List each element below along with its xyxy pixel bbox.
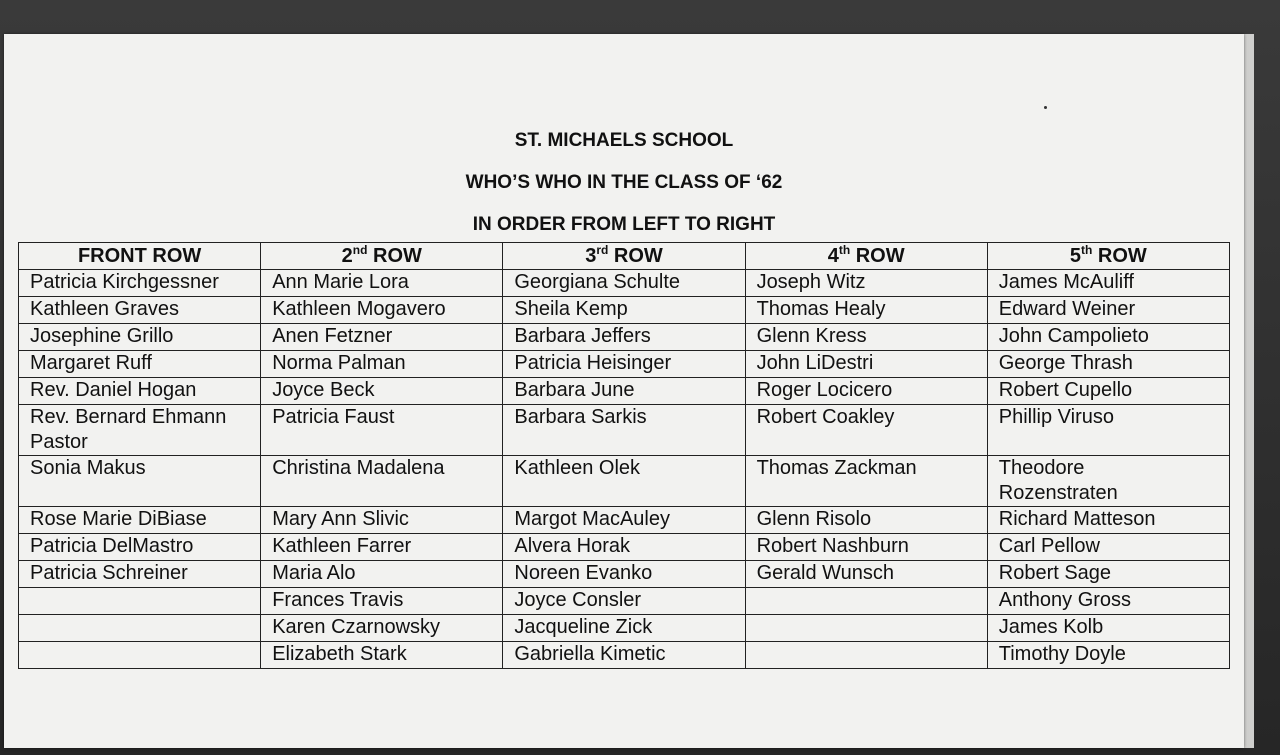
student-name: Rev. Daniel Hogan xyxy=(30,379,197,401)
header-ordinal-suffix: nd xyxy=(352,243,368,257)
student-name: Robert Coakley xyxy=(756,406,895,428)
student-name: Barbara Jeffers xyxy=(514,325,651,347)
student-name: Rev. Bernard Ehmann xyxy=(30,406,227,428)
header-ordinal-suffix: rd xyxy=(596,243,609,257)
name-cell xyxy=(261,588,503,615)
table-row xyxy=(19,561,1230,588)
roster-body xyxy=(19,270,1230,669)
header-label: 3 xyxy=(585,245,597,267)
student-name: Patricia Schreiner xyxy=(30,562,188,584)
student-name: Joyce Consler xyxy=(514,589,642,611)
name-cell xyxy=(987,615,1229,642)
header-3rd-row xyxy=(503,243,745,270)
name-cell xyxy=(745,324,987,351)
name-cell xyxy=(503,561,745,588)
name-cell xyxy=(503,534,745,561)
student-name: Margaret Ruff xyxy=(30,352,152,374)
name-cell xyxy=(261,324,503,351)
student-name: Georgiana Schulte xyxy=(514,271,681,293)
name-cell xyxy=(503,378,745,405)
student-name: Glenn Risolo xyxy=(756,508,872,530)
student-name: Alvera Horak xyxy=(514,535,630,557)
student-name: Patricia Faust xyxy=(272,406,395,428)
header-label: 5 xyxy=(1069,245,1082,267)
name-cell xyxy=(745,588,987,615)
name-cell xyxy=(261,534,503,561)
name-cell xyxy=(19,456,261,507)
student-name: Christina Madalena xyxy=(272,457,445,479)
name-cell xyxy=(19,351,261,378)
name-cell xyxy=(745,378,987,405)
header-front-row xyxy=(19,243,261,270)
table-row xyxy=(19,642,1230,669)
table-row xyxy=(19,378,1230,405)
student-name: Anthony Gross xyxy=(998,589,1132,611)
name-cell xyxy=(261,270,503,297)
name-cell xyxy=(503,456,745,507)
name-cell xyxy=(19,642,261,669)
student-name: Gerald Wunsch xyxy=(756,562,895,584)
table-row xyxy=(19,405,1230,456)
table-row xyxy=(19,615,1230,642)
name-cell xyxy=(987,456,1229,507)
header-row-word: ROW xyxy=(367,245,422,267)
header-row-word: ROW xyxy=(850,245,905,267)
name-cell xyxy=(19,297,261,324)
document-page xyxy=(4,34,1244,748)
student-name: Roger Locicero xyxy=(756,379,893,401)
student-name: Anen Fetzner xyxy=(272,325,393,347)
student-name: Richard Matteson xyxy=(998,508,1156,530)
student-name: Barbara Sarkis xyxy=(514,406,647,428)
student-name: Patricia Heisinger xyxy=(514,352,672,374)
name-cell xyxy=(261,456,503,507)
student-name: Carl Pellow xyxy=(998,535,1100,557)
name-cell xyxy=(261,405,503,456)
name-cell xyxy=(987,507,1229,534)
name-cell xyxy=(19,561,261,588)
name-cell xyxy=(987,561,1229,588)
name-cell xyxy=(261,378,503,405)
table-row xyxy=(19,507,1230,534)
name-cell xyxy=(987,405,1229,456)
header-ordinal-suffix: th xyxy=(838,243,851,257)
name-cell xyxy=(19,615,261,642)
student-name: Kathleen Graves xyxy=(30,298,179,320)
student-name: Theodore xyxy=(998,457,1085,479)
student-name: Thomas Zackman xyxy=(756,457,917,479)
name-cell xyxy=(987,324,1229,351)
name-cell xyxy=(19,324,261,351)
class-title: WHO’S WHO IN THE CLASS OF ‘62 xyxy=(465,172,783,193)
student-name: Joseph Witz xyxy=(756,271,866,293)
name-cell xyxy=(19,507,261,534)
student-name: Robert Nashburn xyxy=(756,535,909,557)
student-name: James McAuliff xyxy=(998,271,1134,293)
name-cell xyxy=(261,615,503,642)
header-ordinal-suffix: th xyxy=(1081,243,1093,257)
name-cell xyxy=(503,297,745,324)
document-heading xyxy=(4,120,1244,246)
name-cell xyxy=(503,642,745,669)
student-name: Kathleen Olek xyxy=(514,457,641,479)
student-name: Sheila Kemp xyxy=(514,298,628,320)
student-name: Phillip Viruso xyxy=(998,406,1114,428)
name-cell xyxy=(987,588,1229,615)
student-name: James Kolb xyxy=(998,616,1104,638)
student-name: Robert Sage xyxy=(998,562,1112,584)
paper-edge xyxy=(1244,34,1254,748)
student-name: Glenn Kress xyxy=(756,325,867,347)
name-cell xyxy=(745,507,987,534)
table-row xyxy=(19,534,1230,561)
table-row xyxy=(19,324,1230,351)
class-roster-table xyxy=(18,242,1230,669)
student-name: Robert Cupello xyxy=(998,379,1133,401)
student-name: Rozenstraten xyxy=(998,482,1118,504)
table-row xyxy=(19,456,1230,507)
table-row xyxy=(19,297,1230,324)
name-cell xyxy=(19,534,261,561)
student-name: Karen Czarnowsky xyxy=(272,616,441,638)
name-cell xyxy=(261,561,503,588)
name-cell xyxy=(745,405,987,456)
student-name: Kathleen Farrer xyxy=(272,535,412,557)
student-name: Sonia Makus xyxy=(30,457,146,479)
name-cell xyxy=(987,378,1229,405)
name-cell xyxy=(745,642,987,669)
student-name: Margot MacAuley xyxy=(514,508,670,530)
name-cell xyxy=(19,405,261,456)
header-label: 4 xyxy=(827,245,839,267)
name-cell xyxy=(745,270,987,297)
name-cell xyxy=(261,297,503,324)
header-row-word: ROW xyxy=(608,245,663,267)
name-cell xyxy=(745,351,987,378)
student-name: John LiDestri xyxy=(756,352,874,374)
student-name: George Thrash xyxy=(998,352,1133,374)
name-cell xyxy=(503,351,745,378)
student-name: Norma Palman xyxy=(272,352,406,374)
table-row xyxy=(19,270,1230,297)
student-name: Ann Marie Lora xyxy=(272,271,409,293)
student-name: Patricia Kirchgessner xyxy=(30,271,219,293)
name-cell xyxy=(503,588,745,615)
header-label: 2 xyxy=(341,245,353,267)
name-cell xyxy=(987,270,1229,297)
table-row xyxy=(19,351,1230,378)
header-4th-row xyxy=(745,243,987,270)
header-label: FRONT ROW xyxy=(77,245,202,267)
student-name: John Campolieto xyxy=(998,325,1149,347)
order-note: IN ORDER FROM LEFT TO RIGHT xyxy=(472,214,776,235)
school-name: ST. MICHAELS SCHOOL xyxy=(514,130,734,151)
name-cell xyxy=(261,351,503,378)
student-name: Mary Ann Slivic xyxy=(272,508,409,530)
name-cell xyxy=(503,405,745,456)
student-name: Edward Weiner xyxy=(998,298,1136,320)
name-cell xyxy=(503,507,745,534)
name-cell xyxy=(987,534,1229,561)
header-row xyxy=(19,243,1230,270)
name-cell xyxy=(987,297,1229,324)
header-2nd-row xyxy=(261,243,503,270)
name-cell xyxy=(261,642,503,669)
name-cell xyxy=(745,534,987,561)
student-name: Noreen Evanko xyxy=(514,562,653,584)
student-name: Maria Alo xyxy=(272,562,356,584)
student-name: Frances Travis xyxy=(272,589,404,611)
paper-speck xyxy=(1044,106,1047,109)
name-cell xyxy=(987,642,1229,669)
student-name: Barbara June xyxy=(514,379,635,401)
name-cell xyxy=(503,270,745,297)
student-name: Rose Marie DiBiase xyxy=(30,508,207,530)
student-name: Timothy Doyle xyxy=(998,643,1126,665)
name-cell xyxy=(987,351,1229,378)
student-name: Joyce Beck xyxy=(272,379,375,401)
name-cell xyxy=(19,588,261,615)
student-name: Gabriella Kimetic xyxy=(514,643,666,665)
student-name: Patricia DelMastro xyxy=(30,535,194,557)
name-cell xyxy=(745,456,987,507)
name-cell xyxy=(745,615,987,642)
student-name: Thomas Healy xyxy=(756,298,886,320)
name-cell xyxy=(503,615,745,642)
student-name: Kathleen Mogavero xyxy=(272,298,446,320)
header-5th-row xyxy=(987,243,1229,270)
student-name: Josephine Grillo xyxy=(30,325,174,347)
name-cell xyxy=(19,270,261,297)
student-name: Pastor xyxy=(30,431,88,453)
student-name: Jacqueline Zick xyxy=(514,616,653,638)
name-cell xyxy=(19,378,261,405)
name-cell xyxy=(261,507,503,534)
name-cell xyxy=(745,297,987,324)
name-cell xyxy=(503,324,745,351)
table-row xyxy=(19,588,1230,615)
header-row-word: ROW xyxy=(1092,245,1147,267)
name-cell xyxy=(745,561,987,588)
student-name: Elizabeth Stark xyxy=(272,643,407,665)
